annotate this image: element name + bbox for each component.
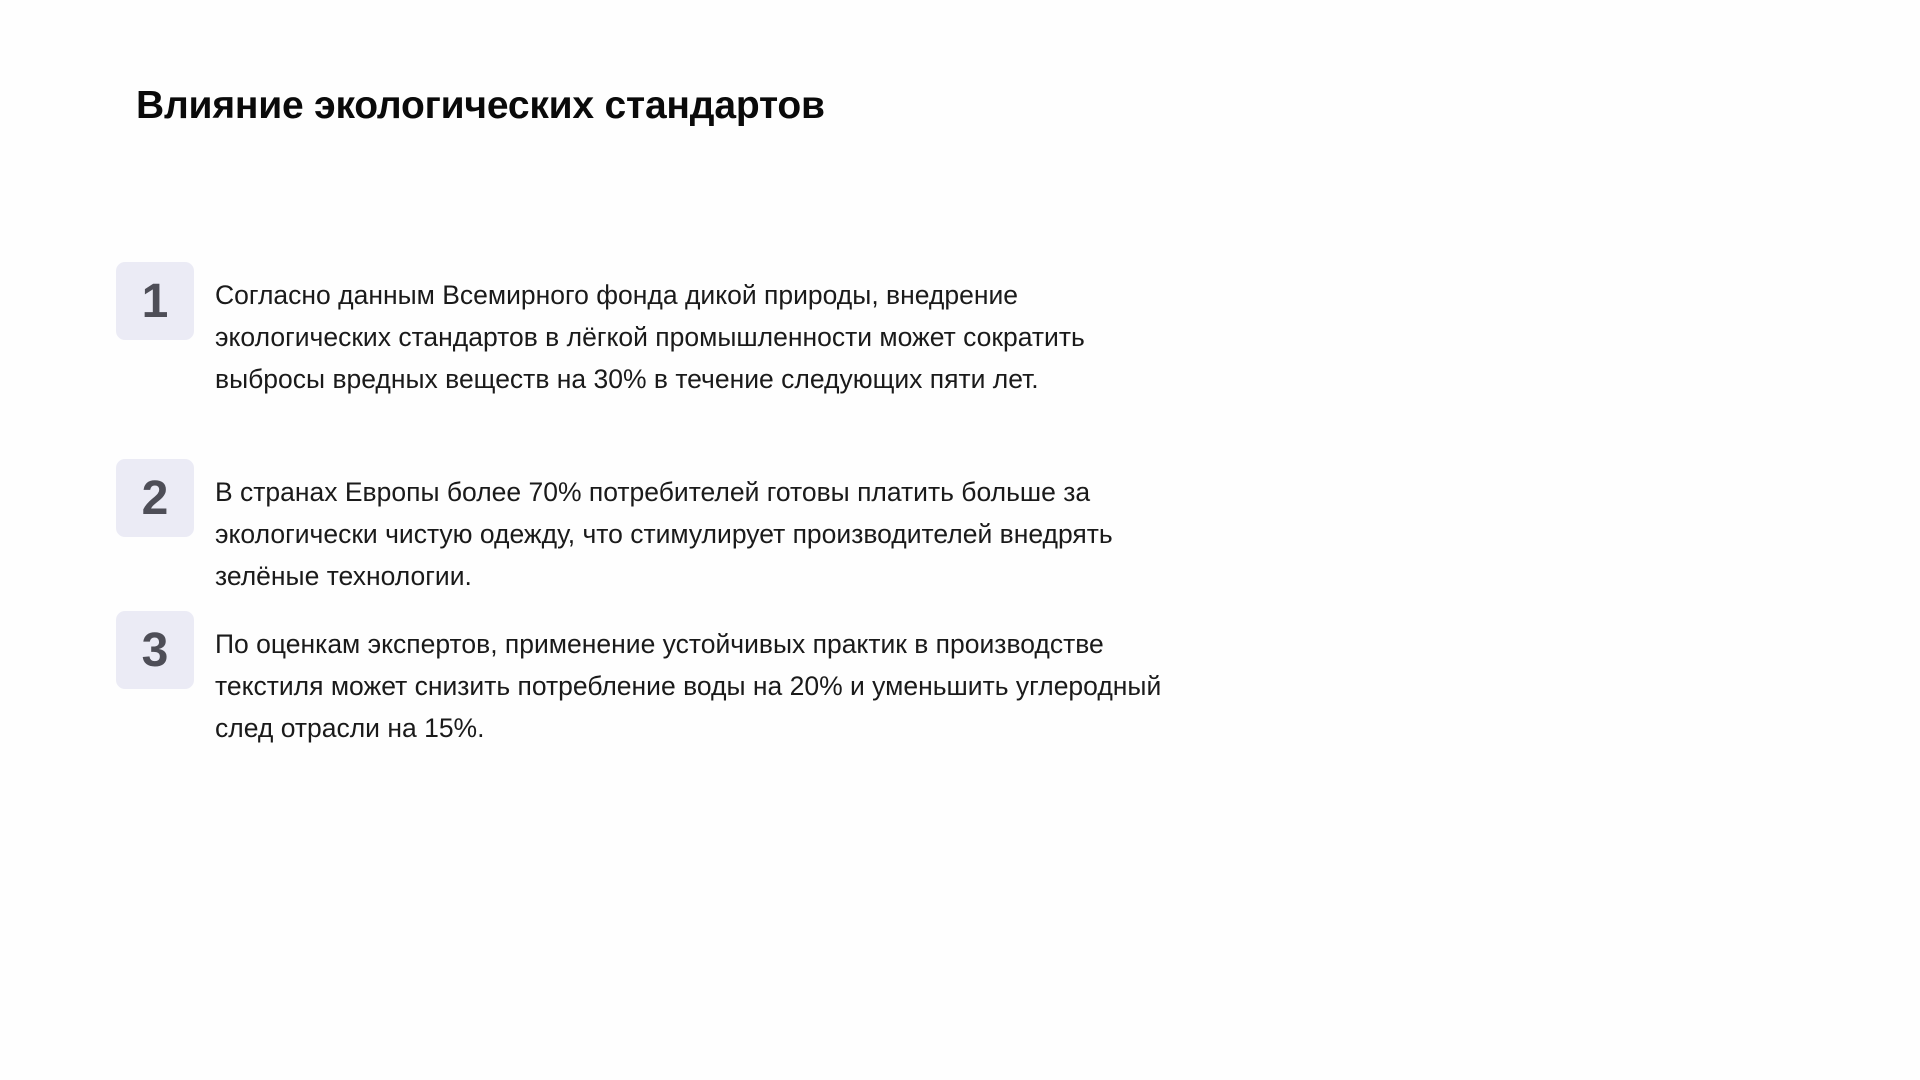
slide-title: Влияние экологических стандартов [136,84,825,127]
item-text [215,471,1113,597]
text-line: след отрасли на 15%. [215,713,485,743]
text-line: выбросы вредных веществ на 30% в течение следующих пяти лет. [215,364,1039,394]
text-line: экологически чистую одежду, что стимулирует производителей внедрять [215,519,1113,549]
text-line: По оценкам экспертов, применение устойчивых практик в производстве [215,629,1104,659]
text-line: В странах Европы более 70% потребителей готовы платить больше за [215,477,1091,507]
number-badge: 2 [116,459,194,537]
number-badge: 1 [116,262,194,340]
text-line: текстиля может снизить потребление воды на 20% и уменьшить углеродный [215,671,1162,701]
item-text [215,274,1085,400]
text-line: экологических стандартов в лёгкой промышленности может сократить [215,322,1085,352]
text-line: Согласно данным Всемирного фонда дикой природы, внедрение [215,280,1019,310]
number-badge: 3 [116,611,194,689]
text-line: зелёные технологии. [215,561,472,591]
item-text [215,623,1161,749]
